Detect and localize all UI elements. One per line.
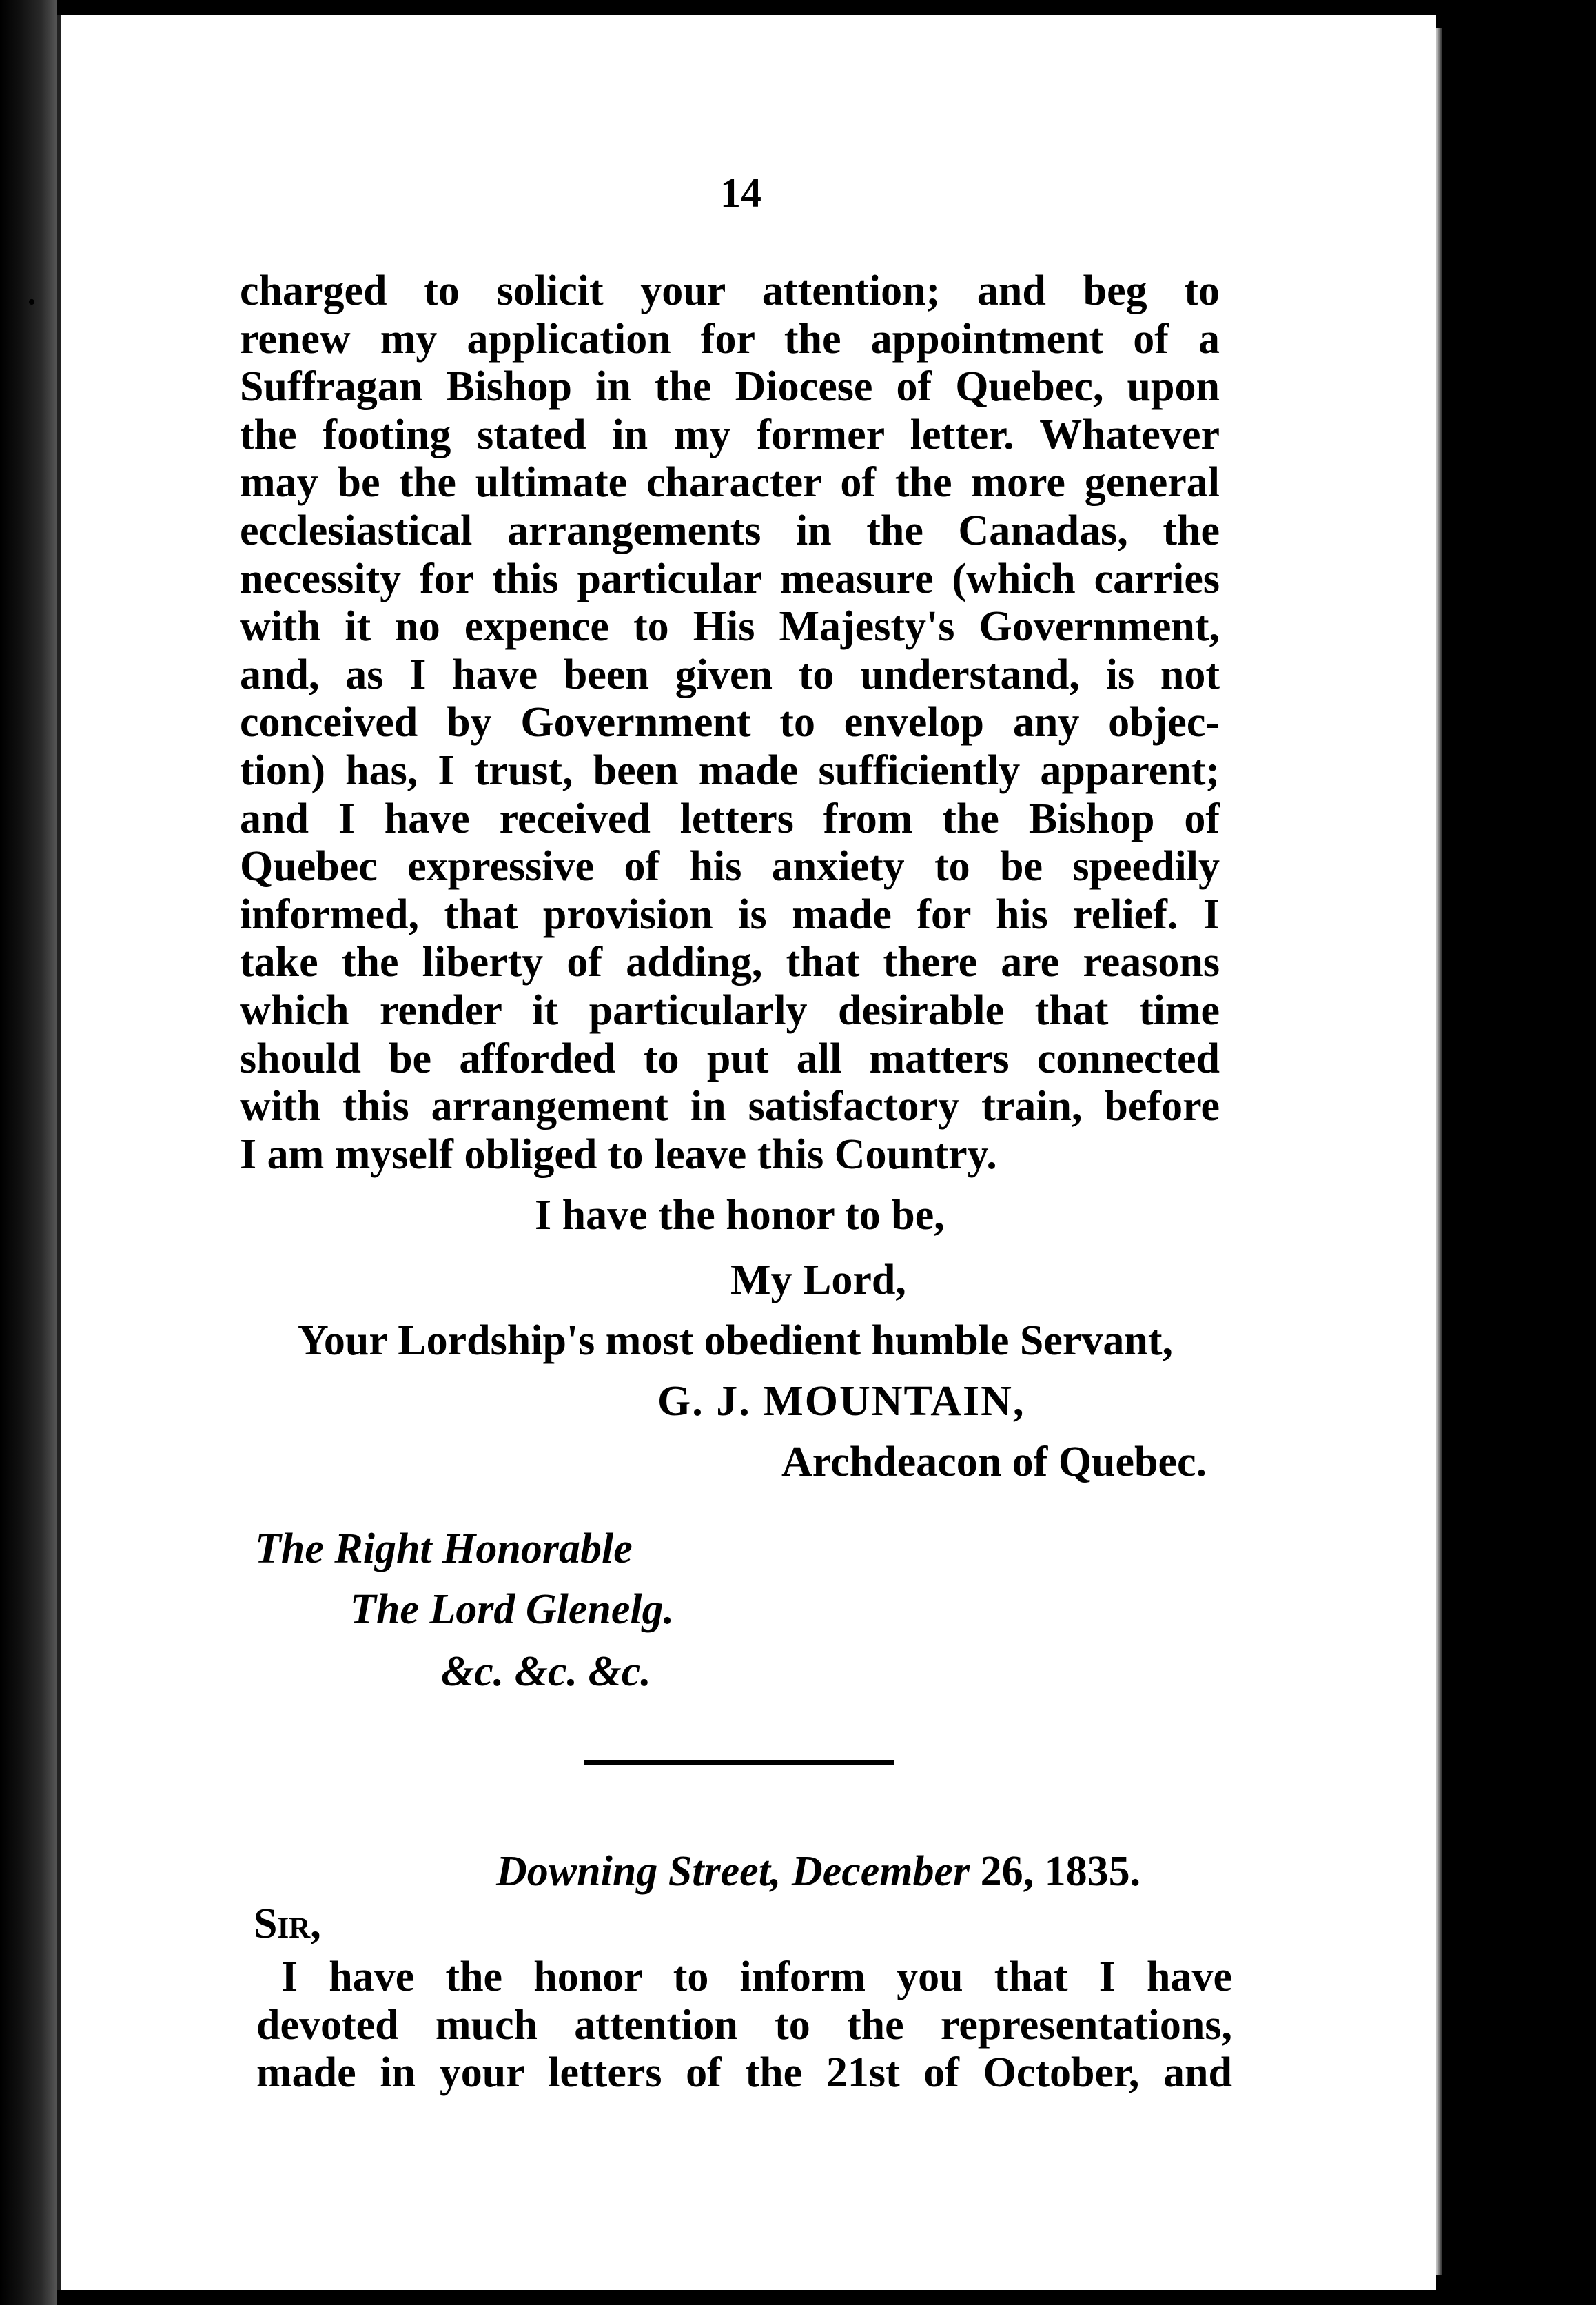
text-line: informed, that provision is made for his relief. I [240, 891, 1220, 938]
text-line: with it no expence to His Majesty's Government, [240, 603, 1220, 651]
text-line: renew my application for the appointment of a [240, 315, 1220, 363]
signature-title: Archdeacon of Quebec. [781, 1439, 1207, 1485]
dateline [496, 1847, 1228, 1896]
text-line: should be afforded to put all matters connected [240, 1035, 1220, 1082]
text-line: and I have received letters from the Bishop of [240, 795, 1220, 842]
text-line: and, as I have been given to understand, is not [240, 651, 1220, 698]
text-line: I have the honor to inform you that I have [281, 1953, 1232, 2000]
scan-right-edge [1432, 0, 1596, 2305]
addressee-line: &c. &c. &c. [441, 1648, 651, 1695]
text-line: take the liberty of adding, that there are reasons [240, 939, 1220, 986]
text-line: I am myself obliged to leave this Country. [240, 1130, 997, 1178]
text-line: devoted much attention to the representations, [256, 2001, 1232, 2049]
text-line: which render it particularly desirable that time [240, 986, 1220, 1034]
section-divider [584, 1760, 894, 1765]
text-line: necessity for this particular measure (which carries [240, 555, 1220, 602]
signature: G. J. MOUNTAIN, [657, 1378, 1025, 1425]
page-number: 14 [720, 170, 761, 216]
text-line: may be the ultimate character of the more general [240, 459, 1220, 507]
addressee-line: The Right Honorable [255, 1525, 633, 1572]
addressee-line: The Lord Glenelg. [350, 1586, 675, 1633]
text-line: made in your letters of the 21st of October, and [256, 2049, 1232, 2097]
scan-speck: • [1454, 824, 1462, 850]
dateline-date: 26, 1835. [980, 1848, 1141, 1895]
text-line: the footing stated in my former letter. Whatever [240, 411, 1220, 458]
scan-speck: • [28, 290, 36, 315]
dateline-place: Downing Street, December [496, 1848, 970, 1895]
text-line: Quebec expressive of his anxiety to be speedily [240, 843, 1220, 891]
scan-left-edge [0, 0, 57, 2305]
closing-line: Your Lordship's most obedient humble Servant, [298, 1317, 1174, 1364]
closing-line: My Lord, [730, 1257, 906, 1303]
text-line: ecclesiastical arrangements in the Canadas, the [240, 507, 1220, 554]
text-line: charged to solicit your attention; and beg to [240, 267, 1220, 314]
letter-body [240, 267, 1220, 1179]
text-line: conceived by Government to envelop any objec- [240, 699, 1220, 747]
second-letter-body [256, 1953, 1232, 2098]
text-line: Suffragan Bishop in the Diocese of Quebec, upon [240, 363, 1220, 411]
scan-speck: - [1513, 1337, 1522, 1363]
text-line: tion) has, I trust, been made sufficiently apparent; [240, 747, 1220, 794]
closing-line: I have the honor to be, [535, 1192, 945, 1239]
text-line: with this arrangement in satisfactory train, before [240, 1083, 1220, 1130]
salutation: Sir, [254, 1900, 321, 1947]
